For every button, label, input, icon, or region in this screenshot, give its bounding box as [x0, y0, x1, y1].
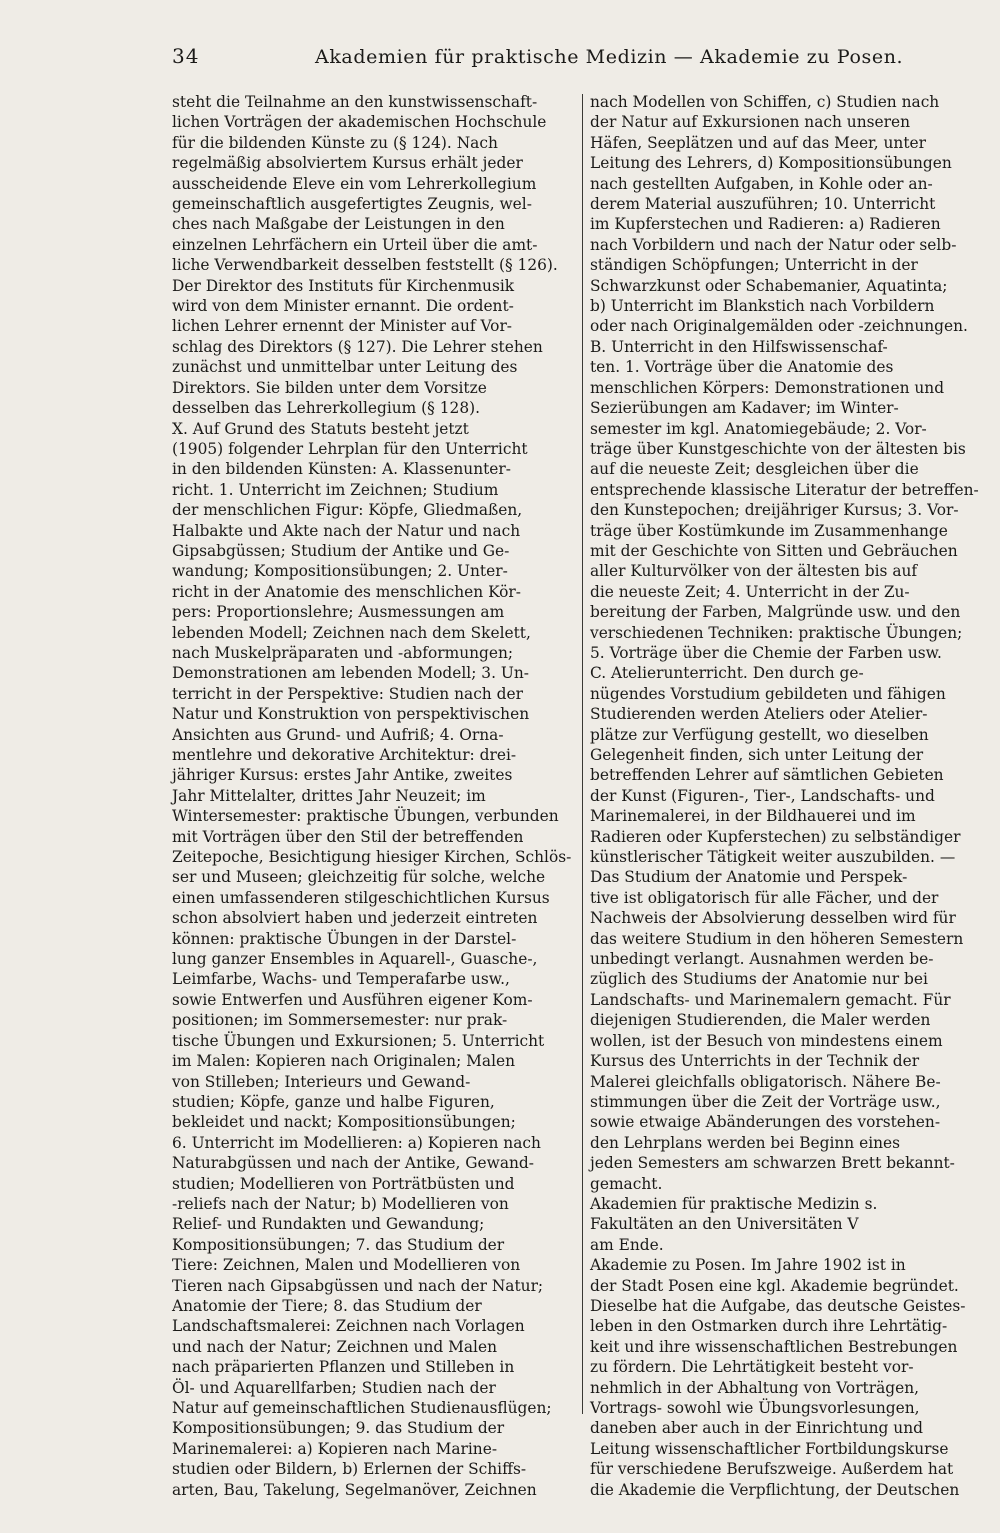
text-line: züglich des Studiums der Anatomie nur bei [590, 970, 928, 989]
text-line: am Ende. [590, 1235, 664, 1254]
page-number: 34 [172, 44, 200, 68]
text-line: gemacht. [590, 1174, 663, 1193]
text-line: von Stilleben; Interieurs und Gewand- [172, 1072, 471, 1091]
text-line: semester im kgl. Anatomiegebäude; 2. Vor- [590, 419, 927, 438]
text-line: nach Modellen von Schiffen, c) Studien nach [590, 93, 940, 111]
text-line: Natur und Konstruktion von perspektivischen [172, 705, 530, 724]
text-line: nach Vorbildern und nach der Natur oder selb- [590, 235, 957, 254]
text-line: Naturabgüssen und nach der Antike, Gewand- [172, 1154, 534, 1173]
text-line: den Lehrplans werden bei Beginn eines [590, 1133, 901, 1152]
text-line: sowie Entwerfen und Ausführen eigener Kom- [172, 990, 533, 1009]
text-line: Der Direktor des Instituts für Kirchenmusik [172, 276, 515, 295]
text-line: mentlehre und dekorative Architektur: drei- [172, 746, 517, 764]
text-line: einen umfassenderen stilgeschichtlichen Kursus [172, 888, 550, 907]
text-line: aller Kulturvölker von der ältesten bis auf [590, 562, 918, 581]
text-line: Landschaftsmalerei: Zeichnen nach Vorlagen [172, 1317, 525, 1336]
text-line: träge über Kunstgeschichte von der ältesten bis [590, 439, 966, 458]
left-column [172, 92, 576, 1500]
text-line: terricht in der Perspektive: Studien nach der [172, 684, 523, 703]
text-line: b) Unterricht im Blankstich nach Vorbildern [590, 297, 935, 316]
text-line: gemeinschaftlich ausgefertigtes Zeugnis, wel- [172, 195, 532, 214]
text-line: Vortrags- sowohl wie Übungsvorlesungen, [590, 1399, 920, 1417]
text-line: Fakultäten an den Universitäten V [590, 1215, 859, 1234]
text-line: Relief- und Rundakten und Gewandung; [172, 1215, 485, 1234]
text-line: auf die neueste Zeit; desgleichen über die [590, 460, 919, 479]
text-line: ches nach Maßgabe der Leistungen in den [172, 215, 505, 234]
text-line: in den bildenden Künsten: A. Klassenunter- [172, 460, 511, 479]
text-line: pers: Proportionslehre; Ausmessungen am [172, 603, 505, 622]
text-line: bekleidet und nackt; Kompositionsübungen; [172, 1113, 516, 1132]
text-line: lichen Vorträgen der akademischen Hochschule [172, 113, 547, 132]
text-line: den Kunstepochen; dreijähriger Kursus; 3. Vor- [590, 501, 959, 520]
text-line: keit und ihre wissenschaftlichen Bestrebungen [590, 1337, 958, 1356]
text-line: -reliefs nach der Natur; b) Modellieren von [172, 1194, 509, 1213]
text-line: Kompositionsübungen; 7. das Studium der [172, 1235, 505, 1254]
text-line: für verschiedene Berufszweige. Außerdem hat [590, 1460, 954, 1479]
text-line: diejenigen Studierenden, die Maler werden [590, 1011, 931, 1030]
text-line: menschlichen Körpers: Demonstrationen und [590, 378, 945, 397]
text-line: Marinemalerei, in der Bildhauerei und im [590, 807, 916, 826]
text-line: ständigen Schöpfungen; Unterricht in der [590, 256, 918, 275]
text-line: Landschafts- und Marinemalern gemacht. Für [590, 990, 951, 1009]
text-line: studien oder Bildern, b) Erlernen der Schiffs- [172, 1460, 527, 1479]
text-line: Marinemalerei: a) Kopieren nach Marine- [172, 1439, 498, 1458]
text-line: im Kupferstechen und Radieren: a) Radieren [590, 215, 941, 234]
text-line: derem Material auszuführen; 10. Unterricht [590, 195, 936, 214]
text-line: nach gestellten Aufgaben, in Kohle oder an- [590, 174, 933, 193]
text-line: richt in der Anatomie des menschlichen Kör- [172, 582, 521, 601]
text-line: betreffenden Lehrer auf sämtlichen Gebieten [590, 766, 944, 785]
text-line: einzelnen Lehrfächern ein Urteil über die amt- [172, 235, 538, 254]
page-header [0, 44, 1000, 74]
text-line: steht die Teilnahme an den kunstwissenschaft- [172, 93, 538, 111]
text-line: für die bildenden Künste zu (§ 124). Nach [172, 133, 498, 152]
text-line: plätze zur Verfügung gestellt, wo dieselben [590, 725, 929, 744]
text-line: Tiere: Zeichnen, Malen und Modellieren von [172, 1256, 521, 1275]
text-line: verschiedenen Techniken: praktische Übungen; [590, 623, 963, 642]
text-line: Radieren oder Kupferstechen) zu selbständiger [590, 827, 961, 846]
text-line: Kursus des Unterrichts in der Technik der [590, 1052, 920, 1071]
text-line: ausscheidende Eleve ein vom Lehrerkollegium [172, 174, 537, 193]
text-line: können: praktische Übungen in der Darstel- [172, 929, 517, 948]
text-line: wollen, ist der Besuch von mindestens einem [590, 1031, 943, 1050]
text-line: arten, Bau, Takelung, Segelmanöver, Zeichnen [172, 1480, 537, 1499]
text-line: zunächst und unmittelbar unter Leitung des [172, 358, 518, 377]
text-line: nach präparierten Pflanzen und Stilleben in [172, 1358, 515, 1377]
text-line: sowie etwaige Abänderungen des vorstehen- [590, 1113, 941, 1132]
text-line: tische Übungen und Exkursionen; 5. Unterricht [172, 1031, 545, 1050]
text-line: ten. 1. Vorträge über die Anatomie des [590, 358, 894, 377]
text-line: ser und Museen; gleichzeitig für solche, welche [172, 868, 546, 887]
text-line: und nach der Natur; Zeichnen und Malen [172, 1337, 497, 1356]
text-line: lichen Lehrer ernennt der Minister auf Vor- [172, 317, 512, 336]
text-line: studien; Modellieren von Porträtbüsten und [172, 1174, 515, 1193]
text-line: studien; Köpfe, ganze und halbe Figuren, [172, 1092, 495, 1111]
text-line: Ansichten aus Grund- und Aufriß; 4. Orna- [172, 725, 504, 744]
text-line: Direktors. Sie bilden unter dem Vorsitze [172, 378, 487, 397]
text-line: C. Atelierunterricht. Den durch ge- [590, 664, 864, 683]
text-line: Studierenden werden Ateliers oder Atelier- [590, 705, 928, 724]
text-line: Demonstrationen am lebenden Modell; 3. Un- [172, 664, 529, 683]
text-line: wandung; Kompositionsübungen; 2. Unter- [172, 562, 508, 581]
text-line: mit der Geschichte von Sitten und Gebräuchen [590, 541, 958, 560]
text-line: Akademien für praktische Medizin s. [590, 1194, 878, 1213]
text-line: Wintersemester: praktische Übungen, verbunden [172, 807, 559, 826]
text-line: Zeitepoche, Besichtigung hiesiger Kirchen, Schlös- [172, 848, 572, 867]
text-line: Halbakte und Akte nach der Natur und nach [172, 521, 521, 540]
text-line: Jahr Mittelalter, drittes Jahr Neuzeit; im [172, 786, 486, 805]
text-line: richt. 1. Unterricht im Zeichnen; Studium [172, 480, 499, 499]
text-line: daneben aber auch in der Einrichtung und [590, 1419, 923, 1438]
text-line: der Natur auf Exkursionen nach unseren [590, 113, 911, 132]
text-line: das weitere Studium in den höheren Semestern [590, 929, 964, 948]
text-line: regelmäßig absolviertem Kursus erhält jeder [172, 154, 523, 173]
text-line: (1905) folgender Lehrplan für den Unterricht [172, 439, 528, 458]
text-line: Tieren nach Gipsabgüssen und nach der Natur; [172, 1276, 544, 1295]
text-line: wird von dem Minister ernannt. Die ordent- [172, 297, 514, 316]
text-line: lung ganzer Ensembles in Aquarell-, Guasche-, [172, 950, 538, 969]
text-line: Nachweis der Absolvierung desselben wird für [590, 909, 956, 928]
text-line: mit Vorträgen über den Stil der betreffenden [172, 827, 524, 846]
text-line: X. Auf Grund des Statuts besteht jetzt [172, 419, 469, 438]
text-line: jähriger Kursus: erstes Jahr Antike, zweites [172, 766, 513, 785]
text-line: 5. Vorträge über die Chemie der Farben usw. [590, 643, 942, 662]
running-title: Akademien für praktische Medizin — Akademie zu Posen. [315, 46, 904, 68]
text-line: liche Verwendbarkeit desselben feststellt (§ 126). [172, 256, 558, 275]
text-line: der menschlichen Figur: Köpfe, Gliedmaßen, [172, 501, 523, 520]
text-line: zu fördern. Die Lehrtätigkeit besteht vor- [590, 1358, 914, 1377]
column-divider [582, 94, 583, 1414]
text-line: Sezierübungen am Kadaver; im Winter- [590, 399, 899, 418]
text-line: oder nach Originalgemälden oder -zeichnungen. [590, 317, 968, 336]
text-line: Leimfarbe, Wachs- und Temperafarbe usw., [172, 970, 510, 989]
text-line: leben in den Ostmarken durch ihre Lehrtätig- [590, 1317, 948, 1336]
text-line: die neueste Zeit; 4. Unterricht in der Zu- [590, 582, 910, 601]
text-line: desselben das Lehrerkollegium (§ 128). [172, 399, 481, 418]
text-line: Schwarzkunst oder Schabemanier, Aquatinta; [590, 276, 948, 295]
text-line: Leitung wissenschaftlicher Fortbildungskurse [590, 1439, 949, 1458]
text-line: Gipsabgüssen; Studium der Antike und Ge- [172, 541, 510, 560]
text-line: nach Muskelpräparaten und -abformungen; [172, 643, 514, 662]
text-line: Anatomie der Tiere; 8. das Studium der [172, 1296, 482, 1315]
text-line: Gelegenheit finden, sich unter Leitung der [590, 746, 924, 764]
text-line: unbedingt verlangt. Ausnahmen werden be- [590, 950, 934, 969]
text-line: positionen; im Sommersemester: nur prak- [172, 1011, 508, 1030]
text-line: Dieselbe hat die Aufgabe, das deutsche Geistes- [590, 1296, 966, 1315]
text-line: schon absolviert haben und jederzeit eintreten [172, 909, 538, 928]
text-line: Das Studium der Anatomie und Perspek- [590, 868, 908, 887]
text-line: Öl- und Aquarellfarben; Studien nach der [172, 1378, 496, 1397]
text-line: künstlerischer Tätigkeit weiter auszubilden. — [590, 848, 956, 867]
text-line: Kompositionsübungen; 9. das Studium der [172, 1419, 505, 1438]
text-line: entsprechende klassische Literatur der betreffen- [590, 480, 979, 499]
right-column [590, 92, 988, 1500]
text-line: Malerei gleichfalls obligatorisch. Nähere Be- [590, 1072, 941, 1091]
text-line: stimmungen über die Zeit der Vorträge usw., [590, 1092, 941, 1111]
text-line: nehmlich in der Abhaltung von Vorträgen, [590, 1378, 920, 1397]
text-line: lebenden Modell; Zeichnen nach dem Skelett, [172, 623, 531, 642]
text-line: tive ist obligatorisch für alle Fächer, und der [590, 888, 939, 907]
text-line: Leitung des Lehrers, d) Kompositionsübungen [590, 154, 952, 173]
text-line: B. Unterricht in den Hilfswissenschaf- [590, 337, 888, 356]
text-line: der Kunst (Figuren-, Tier-, Landschafts- und [590, 786, 935, 805]
text-line: die Akademie die Verpflichtung, der Deutschen [590, 1480, 960, 1499]
text-line: Natur auf gemeinschaftlichen Studienausflügen; [172, 1399, 552, 1417]
text-line: träge über Kostümkunde im Zusammenhange [590, 521, 948, 540]
text-line: Akademie zu Posen. Im Jahre 1902 ist in [590, 1256, 906, 1275]
text-line: schlag des Direktors (§ 127). Die Lehrer stehen [172, 337, 543, 356]
text-line: Häfen, Seeplätzen und auf das Meer, unter [590, 133, 926, 152]
text-line: im Malen: Kopieren nach Originalen; Malen [172, 1052, 516, 1071]
text-line: jeden Semesters am schwarzen Brett bekannt- [590, 1154, 955, 1173]
text-line: der Stadt Posen eine kgl. Akademie begründet. [590, 1276, 959, 1295]
text-line: 6. Unterricht im Modellieren: a) Kopieren nach [172, 1133, 541, 1152]
text-line: nügendes Vorstudium gebildeten und fähigen [590, 684, 946, 703]
text-line: bereitung der Farben, Malgründe usw. und den [590, 603, 961, 622]
